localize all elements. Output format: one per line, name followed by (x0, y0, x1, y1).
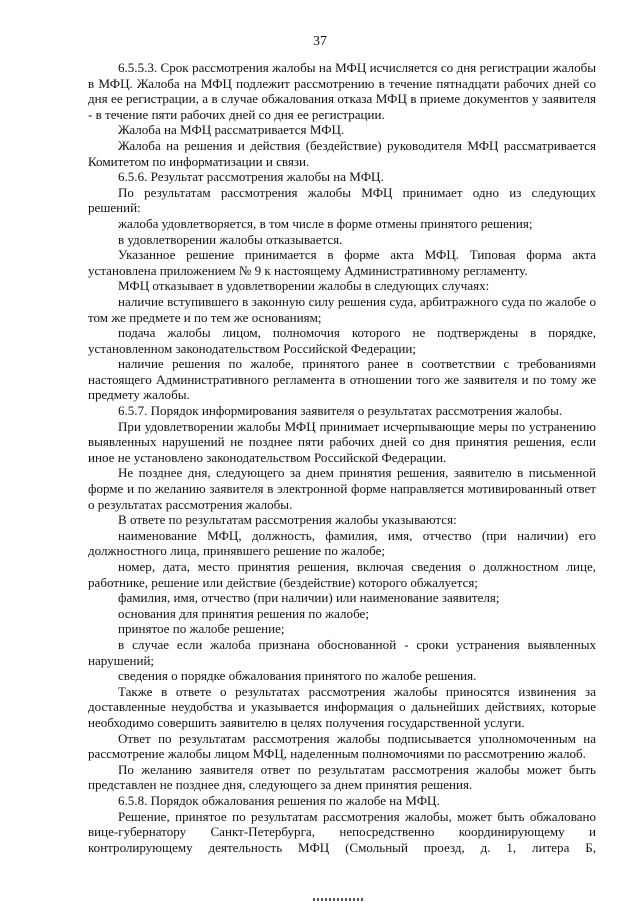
paragraph: Решение, принятое по результатам рассмотрения жалобы, может быть обжаловано вице-губернатору Санкт-Петербурга, непосредственно координирующему и контролирующему деятельность МФЦ (Смольный проезд, д. 1, литера Б, (88, 808, 596, 855)
paragraph: По желанию заявителя ответ по результатам рассмотрения жалобы может быть представлен не позднее дня, следующего за днем принятия решения. (88, 761, 596, 793)
paragraph: Жалоба на решения и действия (бездействие) руководителя МФЦ рассматривается Комитетом по информатизации и связи. (88, 137, 596, 169)
paragraph: Жалоба на МФЦ рассматривается МФЦ. (118, 122, 345, 138)
paragraph: 6.5.5.3. Срок рассмотрения жалобы на МФЦ исчисляется со дня регистрации жалобы в МФЦ. Жалоба на МФЦ подлежит рассмотрению в течение пятнадцати рабочих дней со дня ее регистрации, а в случае обжалования отказа МФЦ в приеме документов у заявителя - в течение пяти рабочих дней со дня ее регистрации. (88, 60, 596, 122)
paragraph: наличие вступившего в законную силу решения суда, арбитражного суда по жалобе о том же предмете и по тем же основаниям; (88, 293, 596, 325)
paragraph: При удовлетворении жалобы МФЦ принимает исчерпывающие меры по устранению выявленных нарушений не позднее пяти рабочих дней со дня принятия решения, если иное не установлено законодательством Российской Федерации. (88, 418, 596, 465)
paragraph: Не позднее дня, следующего за днем принятия решения, заявителю в письменной форме и по желанию заявителя в электронной форме направляется мотивированный ответ о результатах рассмотрения жалобы. (88, 465, 596, 512)
paragraph: 6.5.7. Порядок информирования заявителя о результатах рассмотрения жалобы. (118, 403, 563, 419)
paragraph: Указанное решение принимается в форме акта МФЦ. Типовая форма акта установлена приложением № 9 к настоящему Административному регламенту. (88, 247, 596, 278)
paragraph: жалоба удовлетворяется, в том числе в форме отмены принятого решения; (118, 215, 533, 231)
paragraph: В ответе по результатам рассмотрения жалобы указываются: (118, 512, 457, 528)
paragraph: номер, дата, место принятия решения, включая сведения о должностном лице, работнике, решение или действие (бездействие) которого обжалуется; (88, 559, 596, 590)
paragraph: МФЦ отказывает в удовлетворении жалобы в следующих случаях: (118, 278, 490, 294)
paragraph: 6.5.6. Результат рассмотрения жалобы на МФЦ. (118, 169, 384, 185)
paragraph: в удовлетворении жалобы отказывается. (118, 231, 343, 247)
paragraph: 6.5.8. Порядок обжалования решения по жалобе на МФЦ. (118, 792, 440, 808)
paragraph: наличие решения по жалобе, принятого ранее в соответствии с требованиями настоящего Административного регламента в отношении того же заявителя и по тому же предмету жалобы. (88, 356, 596, 403)
paragraph: подача жалобы лицом, полномочия которого не подтверждены в порядке, установленном законодательством Российской Федерации; (88, 325, 596, 356)
scan-artifact-divider (313, 898, 365, 901)
paragraph: принятое по жалобе решение; (118, 621, 285, 637)
page-number: 37 (313, 34, 327, 49)
paragraph: сведения о порядке обжалования принятого по жалобе решения. (118, 668, 477, 684)
paragraph: По результатам рассмотрения жалобы МФЦ принимает одно из следующих решений: (88, 184, 596, 216)
paragraph: наименование МФЦ, должность, фамилия, имя, отчество (при наличии) его должностного лица, принявшего решение по жалобе; (88, 527, 596, 559)
document-body (88, 60, 596, 855)
paragraph: основания для принятия решения по жалобе; (118, 605, 369, 621)
paragraph: фамилия, имя, отчество (при наличии) или наименование заявителя; (118, 590, 500, 606)
paragraph: Также в ответе о результатах рассмотрения жалобы приносятся извинения за доставленные неудобства и указывается информация о дальнейших действиях, которые необходимо совершить заявителю в целях получения государственной услуги. (88, 683, 596, 730)
paragraph: в случае если жалоба признана обоснованной - сроки устранения выявленных нарушений; (88, 636, 596, 668)
paragraph: Ответ по результатам рассмотрения жалобы подписывается уполномоченным на рассмотрение жалобы лицом МФЦ, наделенным полномочиями по рассмотрению жалоб. (88, 730, 596, 762)
